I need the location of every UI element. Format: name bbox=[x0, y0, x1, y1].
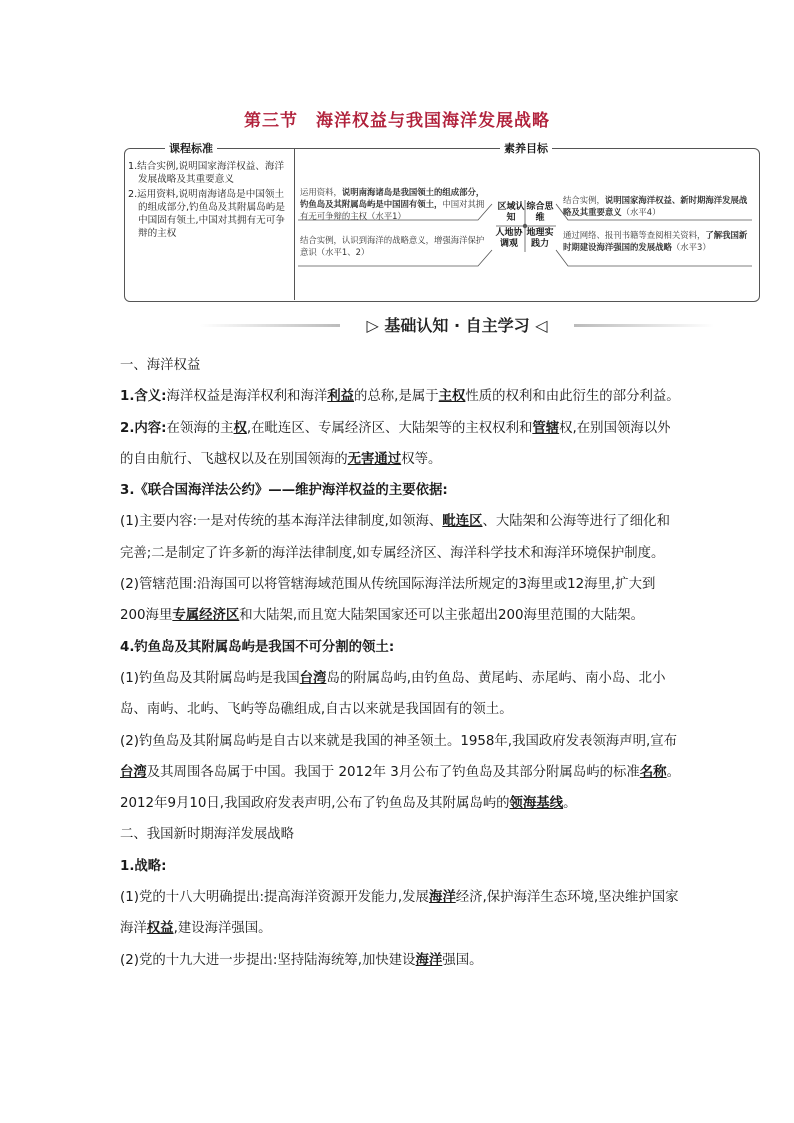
section-name: 海洋权益与我国海洋发展战略 bbox=[316, 111, 550, 131]
band-title: ▷ 基础认知 · 自主学习 ◁ bbox=[366, 316, 548, 335]
connector-left-top bbox=[298, 204, 492, 220]
heading-diaoyu: 4.钓鱼岛及其附属岛屿是我国不可分割的领土: bbox=[120, 639, 395, 655]
standard-item: 1.结合实例,说明国家海洋权益、海洋发展战略及其重要意义 bbox=[128, 161, 285, 185]
goal-practice: 通过网络、报刊书籍等查阅相关资料，了解我国新时期建设海洋强国的发展战略（水平3） bbox=[563, 230, 748, 252]
connector-right-top bbox=[556, 204, 752, 220]
core-integrated-thinking: 综合思维 bbox=[526, 202, 554, 223]
paragraph-definition: 1.含义:海洋权益是海洋权利和海洋利益的总称,是属于主权性质的权利和由此衍生的部分利益。 bbox=[120, 389, 680, 405]
heading-strategy-item: 1.战略: bbox=[120, 858, 167, 874]
goal-regional-cognition: 运用资料，说明南海诸岛是我国领土的组成部分，钓鱼岛及其附属岛屿是中国固有领土，中国对其拥有无可争辩的主权（水平1） bbox=[300, 187, 485, 221]
connector-left-bottom bbox=[298, 250, 492, 266]
section-band bbox=[200, 313, 714, 337]
connector-right-bottom bbox=[556, 250, 752, 266]
core-regional-cognition: 区域认知 bbox=[497, 202, 525, 223]
heading-strategy: 二、我国新时期海洋发展战略 bbox=[120, 827, 295, 843]
paragraph-diaoyu-2: (2)钓鱼岛及其附属岛屿是自古以来就是我国的神圣领土。1958年,我国政府发表领海声明,宣布台湾及其周围各岛属于中国。我国于 2012年 3月公布了钓鱼岛及其部分附属岛屿的标准名称。2012年9月10日,我国政府发表声明,公布了钓鱼岛及其附属岛屿的领海基线。 bbox=[120, 733, 680, 812]
paragraph-18th-congress: (1)党的十八大明确提出:提高海洋资源开发能力,发展海洋经济,保护海洋生态环境,坚决维护国家海洋权益,建设海洋强国。 bbox=[120, 890, 679, 937]
main-content bbox=[120, 350, 680, 976]
paragraph-19th-congress: (2)党的十九大进一步提出:坚持陆海统筹,加快建设海洋强国。 bbox=[120, 952, 483, 968]
paragraph-unclos-content: (1)主要内容:一是对传统的基本海洋法律制度,如领海、毗连区、大陆架和公海等进行了细化和完善;二是制定了许多新的海洋法律制度,如专属经济区、海洋科学技术和海洋环境保护制度。 bbox=[120, 514, 670, 561]
curriculum-standard-header: 课程标准 bbox=[165, 140, 217, 156]
paragraph-unclos-scope: (2)管辖范围:沿海国可以将管辖海域范围从传统国际海洋法所规定的3海里或12海里,扩大到200海里专属经济区和大陆架,而且宽大陆架国家还可以主张超出200海里范围的大陆架。 bbox=[120, 577, 656, 624]
goal-integrated-thinking: 结合实例，说明国家海洋权益、新时期海洋发展战略及其重要意义（水平4） bbox=[563, 195, 748, 217]
core-center-dot bbox=[523, 224, 527, 228]
goal-human-land: 结合实例，认识到海洋的战略意义，增强海洋保护意识（水平1、2） bbox=[300, 235, 485, 257]
core-practice-ability: 地理实践力 bbox=[526, 228, 554, 249]
literacy-goals-header: 素养目标 bbox=[500, 140, 552, 156]
paragraph-content: 2.内容:在领海的主权,在毗连区、专属经济区、大陆架等的主权权利和管辖权,在别国领海以外的自由航行、飞越权以及在别国领海的无害通过权等。 bbox=[120, 420, 671, 467]
standard-item: 2.运用资料,说明南海诸岛是中国领土的组成部分,钓鱼岛及其附属岛屿是中国固有领土,中国对其拥有无可争辩的主权 bbox=[128, 189, 285, 239]
core-human-land-coordination: 人地协调观 bbox=[495, 228, 523, 249]
paragraph-diaoyu-1: (1)钓鱼岛及其附属岛屿是我国台湾岛的附属岛屿,由钓鱼岛、黄尾屿、赤尾屿、南小岛、北小岛、南屿、北屿、飞屿等岛礁组成,自古以来就是我国固有的领土。 bbox=[120, 670, 666, 718]
section-number: 第三节 bbox=[244, 111, 298, 131]
goal-connectors bbox=[0, 0, 794, 320]
heading-maritime-rights: 一、海洋权益 bbox=[120, 358, 201, 373]
heading-unclos: 3.《联合国海洋法公约》——维护海洋权益的主要依据: bbox=[120, 483, 448, 499]
